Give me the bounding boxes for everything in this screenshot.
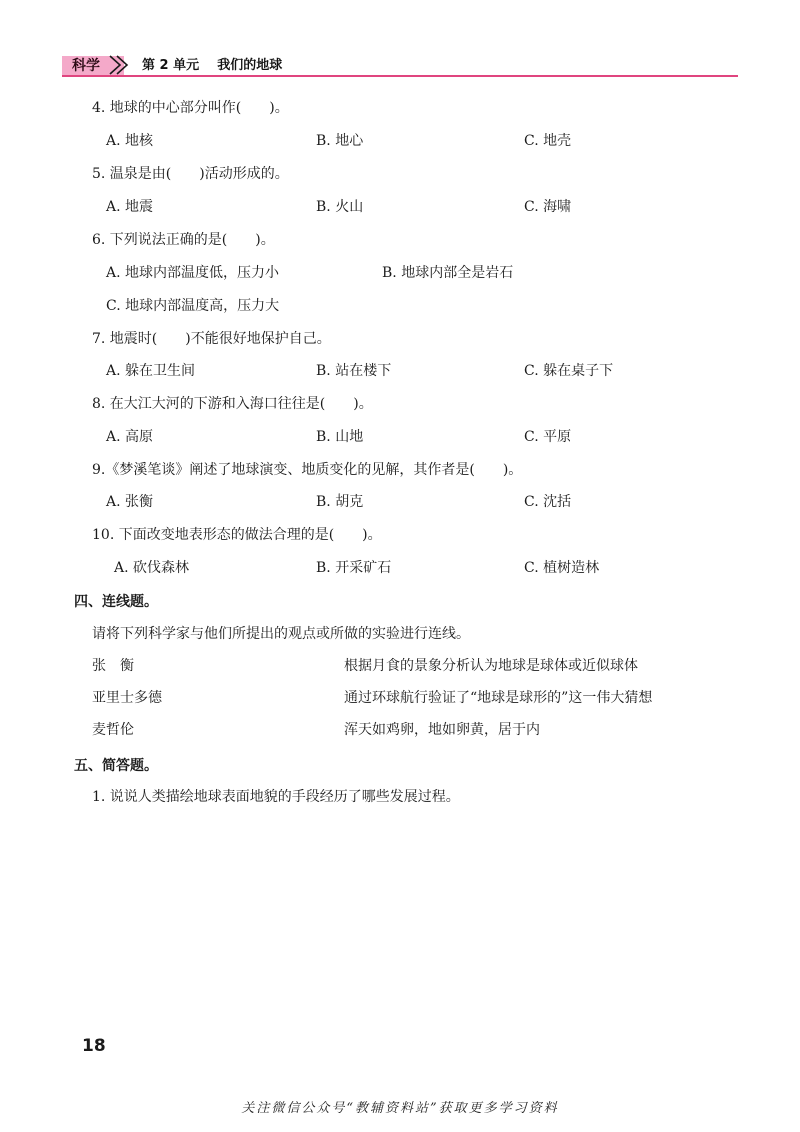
option-c: C. 海啸 <box>524 199 572 215</box>
option-a: A. 地震 <box>106 199 154 215</box>
question-10-stem: 10. 下面改变地表形态的做法合理的是( )。 <box>92 527 382 543</box>
double-chevron-icon <box>106 54 134 76</box>
option-c: C. 沈括 <box>524 494 572 510</box>
option-c: C. 地壳 <box>524 133 572 149</box>
option-a: A. 地球内部温度低，压力小 <box>106 265 280 281</box>
option-b: B. 山地 <box>316 429 364 445</box>
option-b: B. 站在楼下 <box>316 363 392 379</box>
subject-tab: 科学 <box>62 56 124 76</box>
unit-title: 第 2 单元 我们的地球 <box>142 58 283 73</box>
option-b: B. 地球内部全是岩石 <box>382 265 514 281</box>
question-8-stem: 8. 在大江大河的下游和入海口往往是( )。 <box>92 396 373 412</box>
question-7-stem: 7. 地震时( )不能很好地保护自己。 <box>92 331 331 347</box>
question-9-stem: 9.《梦溪笔谈》阐述了地球演变、地质变化的见解，其作者是( )。 <box>92 462 523 478</box>
option-a: A. 地核 <box>106 133 154 149</box>
option-a: A. 张衡 <box>106 494 154 510</box>
statement-item[interactable]: 根据月食的景象分析认为地球是球体或近似球体 <box>344 658 638 674</box>
option-b: B. 开采矿石 <box>316 560 392 576</box>
scientist-item[interactable]: 亚里士多德 <box>92 690 162 706</box>
section-5-question-1: 1. 说说人类描绘地球表面地貌的手段经历了哪些发展过程。 <box>92 789 460 805</box>
option-c: C. 平原 <box>524 429 572 445</box>
scientist-item[interactable]: 麦哲伦 <box>92 722 134 738</box>
statement-item[interactable]: 通过环球航行验证了“地球是球形的”这一伟大猜想 <box>344 690 653 706</box>
question-5-stem: 5. 温泉是由( )活动形成的。 <box>92 166 289 182</box>
option-c: C. 植树造林 <box>524 560 600 576</box>
footer-notice: 关注微信公众号“教辅资料站”获取更多学习资料 <box>241 1101 559 1116</box>
option-b: B. 胡克 <box>316 494 364 510</box>
section-4-title: 四、连线题。 <box>74 594 158 610</box>
page-number: 18 <box>82 1036 106 1056</box>
option-b: B. 火山 <box>316 199 364 215</box>
scientist-item[interactable]: 张 衡 <box>92 658 134 674</box>
option-c: C. 地球内部温度高，压力大 <box>106 298 280 314</box>
section-4-instruction: 请将下列科学家与他们所提出的观点或所做的实验进行连线。 <box>92 626 470 642</box>
question-4-stem: 4. 地球的中心部分叫作( )。 <box>92 100 289 116</box>
option-c: C. 躲在桌子下 <box>524 363 614 379</box>
option-a: A. 高原 <box>106 429 154 445</box>
option-b: B. 地心 <box>316 133 364 149</box>
header-divider <box>62 75 738 77</box>
question-6-stem: 6. 下列说法正确的是( )。 <box>92 232 275 248</box>
option-a: A. 躲在卫生间 <box>106 363 196 379</box>
statement-item[interactable]: 浑天如鸡卵，地如卵黄，居于内 <box>344 722 540 738</box>
option-a: A. 砍伐森林 <box>114 560 190 576</box>
section-5-title: 五、简答题。 <box>74 758 158 774</box>
